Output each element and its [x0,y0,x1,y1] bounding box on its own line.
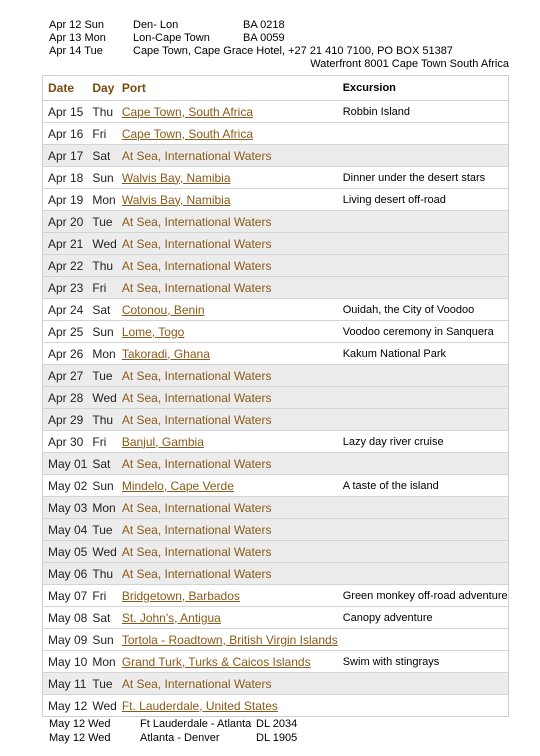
row-port [117,189,338,211]
row-port [117,101,338,123]
row-excursion: A taste of the island [338,475,508,497]
row-excursion [338,673,508,695]
pre-travel-row [49,32,509,45]
row-date: Apr 30 [43,431,88,453]
row-excursion [338,541,508,563]
row-date: May 01 [43,453,88,475]
row-port: At Sea, International Waters [117,541,338,563]
row-date: Apr 26 [43,343,88,365]
table-row [43,475,509,497]
table-row [43,673,509,695]
row-day: Mon [87,651,116,673]
row-date: Apr 27 [43,365,88,387]
row-excursion [338,277,508,299]
row-day: Mon [87,343,116,365]
row-date: May 10 [43,651,88,673]
row-port [117,651,338,673]
port-link[interactable]: Takoradi, Ghana [121,346,210,361]
row-excursion: Green monkey off-road adventure [338,585,508,607]
travel-flight: DL 2034 [256,718,298,730]
row-excursion: Living desert off-road [338,189,508,211]
hotel-address-line2: Waterfront 8001 Cape Town South Africa [310,58,509,70]
row-day: Thu [87,409,116,431]
row-port: At Sea, International Waters [117,387,338,409]
row-day: Tue [87,673,116,695]
row-excursion [338,387,508,409]
header-date: Date [43,76,88,101]
row-date: Apr 20 [43,211,88,233]
table-row [43,453,509,475]
travel-flight: BA 0218 [243,19,285,31]
port-link[interactable]: St. John's, Antigua [121,610,221,625]
row-excursion [338,629,508,651]
row-day: Tue [87,365,116,387]
row-date: May 08 [43,607,88,629]
row-excursion: Lazy day river cruise [338,431,508,453]
row-port [117,167,338,189]
row-date: Apr 17 [43,145,88,167]
row-excursion: Dinner under the desert stars [338,167,508,189]
row-port: At Sea, International Waters [117,409,338,431]
row-port [117,343,338,365]
table-row [43,651,509,673]
header-day: Day [87,76,116,101]
row-port: At Sea, International Waters [117,673,338,695]
row-port [117,695,338,717]
travel-date: Apr 13 Mon [49,32,106,44]
port-link[interactable]: Walvis Bay, Namibia [121,170,231,185]
port-link[interactable]: Bridgetown, Barbados [121,588,240,603]
row-date: Apr 28 [43,387,88,409]
row-date: Apr 21 [43,233,88,255]
table-row [43,365,509,387]
table-row [43,629,509,651]
post-travel-block [49,717,449,745]
table-row [43,607,509,629]
hotel-row [49,45,509,58]
port-link[interactable]: Tortola - Roadtown, British Virgin Islands [121,632,338,647]
row-date: Apr 15 [43,101,88,123]
port-link[interactable]: Walvis Bay, Namibia [121,192,231,207]
row-day: Fri [87,585,116,607]
table-header-row [43,76,509,101]
row-port: At Sea, International Waters [117,519,338,541]
table-row [43,299,509,321]
row-excursion [338,695,508,717]
row-day: Tue [87,519,116,541]
travel-route: Den- Lon [133,19,179,31]
row-day: Fri [87,277,116,299]
row-port [117,475,338,497]
row-excursion [338,145,508,167]
port-link[interactable]: Grand Turk, Turks & Caicos Islands [121,654,311,669]
port-link[interactable]: Cape Town, South Africa [121,126,254,141]
travel-route: Atlanta - Denver [140,732,220,744]
table-row [43,563,509,585]
row-date: Apr 24 [43,299,88,321]
table-row [43,255,509,277]
post-travel-row [49,717,449,731]
table-row [43,387,509,409]
row-date: Apr 22 [43,255,88,277]
row-port [117,123,338,145]
travel-date: Apr 12 Sun [49,19,105,31]
travel-date: May 12 Wed [49,718,111,730]
row-day: Thu [87,101,116,123]
row-day: Fri [87,123,116,145]
table-row [43,409,509,431]
row-day: Wed [87,387,116,409]
row-date: Apr 18 [43,167,88,189]
row-day: Wed [87,541,116,563]
row-day: Mon [87,497,116,519]
row-excursion: Canopy adventure [338,607,508,629]
row-port [117,321,338,343]
row-day: Sat [87,145,116,167]
row-day: Sun [87,321,116,343]
table-row [43,167,509,189]
port-link[interactable]: Cape Town, South Africa [121,104,254,119]
port-link[interactable]: Banjul, Gambia [121,434,204,449]
row-date: Apr 29 [43,409,88,431]
row-date: Apr 19 [43,189,88,211]
row-excursion: Kakum National Park [338,343,508,365]
row-port [117,299,338,321]
row-port: At Sea, International Waters [117,563,338,585]
table-row [43,211,509,233]
row-port: At Sea, International Waters [117,453,338,475]
port-link[interactable]: Mindelo, Cape Verde [121,478,234,493]
row-day: Mon [87,189,116,211]
table-row [43,101,509,123]
itinerary-body [43,101,509,717]
travel-flight: BA 0059 [243,32,285,44]
itinerary-table [42,75,509,717]
row-port [117,629,338,651]
post-travel-row [49,731,449,745]
row-excursion [338,453,508,475]
table-row [43,519,509,541]
row-port: At Sea, International Waters [117,365,338,387]
row-day: Wed [87,233,116,255]
row-excursion [338,563,508,585]
table-row [43,695,509,717]
row-day: Thu [87,255,116,277]
travel-route: Lon-Cape Town [133,32,210,44]
row-excursion [338,255,508,277]
row-excursion: Swim with stingrays [338,651,508,673]
row-port: At Sea, International Waters [117,233,338,255]
row-date: May 04 [43,519,88,541]
row-excursion: Voodoo ceremony in Sanquera [338,321,508,343]
row-day: Sun [87,167,116,189]
hotel-address-line1: Cape Town, Cape Grace Hotel, +27 21 410 7100, PO BOX 51387 [133,45,453,57]
row-day: Thu [87,563,116,585]
row-day: Wed [87,695,116,717]
travel-date: May 12 Wed [49,732,111,744]
pre-travel-row [49,19,509,32]
table-row [43,497,509,519]
row-date: Apr 25 [43,321,88,343]
row-excursion [338,211,508,233]
port-link[interactable]: Ft. Lauderdale, United States [121,698,278,713]
table-row [43,145,509,167]
header-port: Port [117,76,338,101]
row-day: Sat [87,453,116,475]
hotel-row-2 [49,58,509,71]
row-date: May 12 [43,695,88,717]
row-excursion [338,123,508,145]
row-day: Sat [87,299,116,321]
travel-route: Ft Lauderdale - Atlanta [140,718,252,730]
table-row [43,541,509,563]
row-day: Tue [87,211,116,233]
hotel-date: Apr 14 Tue [49,45,103,57]
header-excursion: Excursion [338,76,508,101]
row-port [117,431,338,453]
row-date: May 09 [43,629,88,651]
row-excursion [338,409,508,431]
row-port [117,607,338,629]
port-link[interactable]: Lome, Togo [121,324,185,339]
row-date: May 02 [43,475,88,497]
table-row [43,123,509,145]
row-port: At Sea, International Waters [117,211,338,233]
pre-travel-block [49,19,509,71]
table-row [43,277,509,299]
row-date: May 03 [43,497,88,519]
row-date: Apr 16 [43,123,88,145]
table-row [43,189,509,211]
row-port: At Sea, International Waters [117,277,338,299]
row-excursion [338,233,508,255]
table-row [43,343,509,365]
row-date: May 11 [43,673,88,695]
row-excursion: Robbin Island [338,101,508,123]
row-excursion [338,519,508,541]
row-excursion [338,365,508,387]
table-row [43,585,509,607]
row-date: Apr 23 [43,277,88,299]
row-day: Sun [87,475,116,497]
row-excursion [338,497,508,519]
row-port [117,585,338,607]
row-port: At Sea, International Waters [117,255,338,277]
row-excursion: Ouidah, the City of Voodoo [338,299,508,321]
row-day: Fri [87,431,116,453]
row-port: At Sea, International Waters [117,145,338,167]
travel-flight: DL 1905 [256,732,298,744]
row-day: Sun [87,629,116,651]
row-date: May 07 [43,585,88,607]
row-day: Sat [87,607,116,629]
row-date: May 06 [43,563,88,585]
row-date: May 05 [43,541,88,563]
table-row [43,321,509,343]
table-row [43,431,509,453]
table-row [43,233,509,255]
row-port: At Sea, International Waters [117,497,338,519]
port-link[interactable]: Cotonou, Benin [121,302,205,317]
